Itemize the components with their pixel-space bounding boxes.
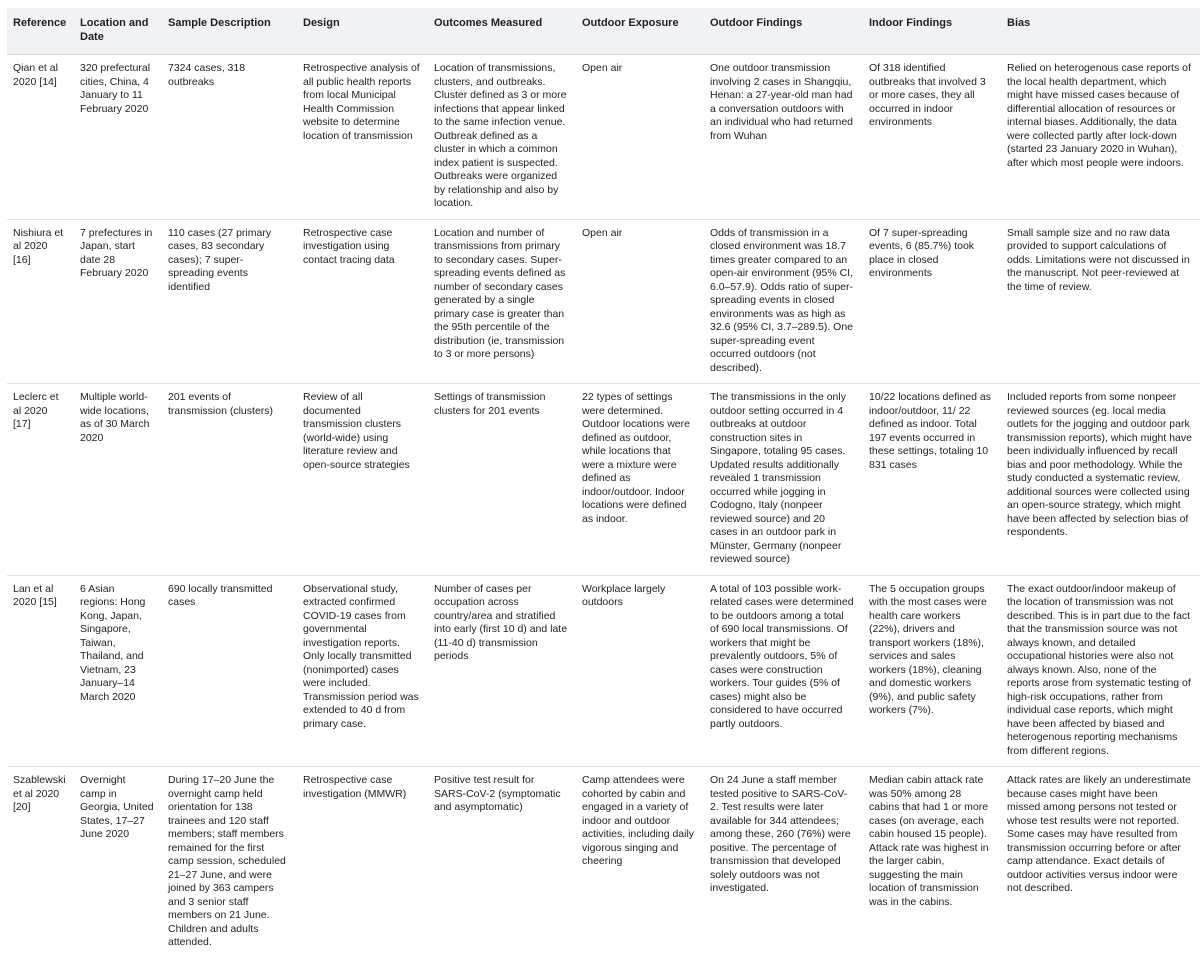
cell-outdoor-findings: On 24 June a staff member tested positive to SARS-CoV-2. Test results were later available for 344 attendees; among these, 260 (76%) were positive. The percentage of transmission that developed solely outdoors was not investigated. bbox=[710, 774, 851, 894]
study-summary-table bbox=[7, 8, 1200, 958]
study-table-container bbox=[7, 8, 1200, 958]
table-row bbox=[7, 219, 1200, 384]
cell-outcomes-measured: Location of transmissions, clusters, and outbreaks. Cluster defined as 3 or more infections that appear linked to the same infection venue. Outbreak defined as a cluster in which a common index patient is suspected. Outbreaks were organized by relationship and also by location. bbox=[428, 55, 576, 220]
cell-design: Retrospective case investigation (MMWR) bbox=[303, 774, 407, 800]
cell-outdoor-exposure: Camp attendees were cohorted by cabin and engaged in a variety of indoor and outdoor activities, including daily vigorous singing and cheering bbox=[582, 774, 695, 867]
cell-bias: Included reports from some nonpeer reviewed sources (eg. local media outlets for the jogging and outdoor park transmission reports), which might have been individually influenced by recall bias and poor methodology. While the study conducted a systematic review, additional sources were collected using an open-source strategy, which might have been affected by selection bias of respondents. bbox=[1001, 384, 1200, 576]
header-row bbox=[7, 8, 1200, 55]
header-design: Design bbox=[297, 8, 428, 55]
cell-bias: Small sample size and no raw data provided to support calculations of odds. Limitations were not discussed in the manuscript. Not peer-reviewed at the time of review. bbox=[1001, 219, 1200, 384]
cell-location-date: 6 Asian regions: Hong Kong, Japan, Singapore, Taiwan, Thailand, and Vietnam, 23 January–14 March 2020 bbox=[74, 575, 162, 767]
header-bias: Bias bbox=[1001, 8, 1200, 55]
header-location-date: Location and Date bbox=[74, 8, 162, 55]
cell-sample-description: During 17–20 June the overnight camp held orientation for 138 trainees and 120 staff members; staff members remained for the first camp session, scheduled 21–27 June, and were joined by 363 campers and 3 senior staff members on 21 June. Children and adults attended. bbox=[168, 774, 286, 948]
cell-sample-description: 7324 cases, 318 outbreaks bbox=[162, 55, 297, 220]
header-sample-description: Sample Description bbox=[162, 8, 297, 55]
cell-outcomes-measured: Settings of transmission clusters for 201 events bbox=[428, 384, 576, 576]
cell-indoor-findings: 10/22 locations defined as indoor/outdoor, 11/ 22 defined as indoor. Total 197 events occurred in these settings, totaling 10 831 cases bbox=[863, 384, 1001, 576]
header-outcomes-measured: Outcomes Measured bbox=[428, 8, 576, 55]
cell-indoor-findings: Median cabin attack rate was 50% among 28 cabins that had 1 or more cases (on average, each cabin housed 15 people). Attack rate was highest in the larger cabin, suggesting the main location of transmission was in the cabins. bbox=[869, 774, 989, 908]
header-outdoor-exposure: Outdoor Exposure bbox=[576, 8, 704, 55]
cell-design: Retrospective case investigation using contact tracing data bbox=[297, 219, 428, 384]
cell-outcomes-measured: Location and number of transmissions from primary to secondary cases. Super-spreading events defined as number of secondary cases generated by a single primary case is greater than the 95th percentile of the distribution (ie, transmission to 3 or more persons) bbox=[428, 219, 576, 384]
table-body bbox=[7, 55, 1200, 958]
table-row bbox=[7, 55, 1200, 220]
cell-indoor-findings: Of 7 super-spreading events, 6 (85.7%) took place in closed environments bbox=[863, 219, 1001, 384]
cell-outdoor-findings: The transmissions in the only outdoor setting occurred in 4 outbreaks at outdoor construction sites in Singapore, totaling 95 cases. Updated results additionally revealed 1 transmission occurred while jogging in Codogno, Italy (nonpeer reviewed source) and 20 cases in an outdoor park in Münster, Germany (nonpeer reviewed source) bbox=[704, 384, 863, 576]
cell-location-date: 320 prefectural cities, China, 4 January to 11 February 2020 bbox=[74, 55, 162, 220]
cell-reference: Qian et al 2020 [14] bbox=[7, 55, 74, 220]
header-outdoor-findings: Outdoor Findings bbox=[704, 8, 863, 55]
cell-sample-description: 690 locally transmitted cases bbox=[162, 575, 297, 767]
cell-design: Observational study, extracted confirmed COVID-19 cases from governmental investigation reports. Only locally transmitted (nonimported) cases were included. Transmission period was extended to 40 d from primary case. bbox=[297, 575, 428, 767]
header-reference: Reference bbox=[7, 8, 74, 55]
cell-reference: Nishiura et al 2020 [16] bbox=[7, 219, 74, 384]
cell-reference: Lan et al 2020 [15] bbox=[7, 575, 74, 767]
cell-bias: The exact outdoor/indoor makeup of the location of transmission was not described. This is in part due to the fact that the transmission source was not always known, and detailed occupational histories were also not always known. Also, none of the reports arose from systematic testing of high-risk occupations, rather from individual case reports, which might have been affected by biased and heterogenous reporting mechanisms from different regions. bbox=[1001, 575, 1200, 767]
table-row bbox=[7, 384, 1200, 576]
cell-outdoor-findings: A total of 103 possible work-related cases were determined to be outdoors among a total of 690 local transmissions. Of workers that might be prevalently outdoors, 5% of cases were construction workers. Tour guides (5% of cases) might also be considered to have occurred partly outdoors. bbox=[704, 575, 863, 767]
cell-outdoor-exposure: Workplace largely outdoors bbox=[576, 575, 704, 767]
cell-outdoor-exposure: 22 types of settings were determined. Outdoor locations were defined as outdoor, while locations that were a mixture were defined as indoor/outdoor. Indoor locations were defined as indoor. bbox=[576, 384, 704, 576]
table-header bbox=[7, 8, 1200, 55]
cell-location-date: Overnight camp in Georgia, United States, 17–27 June 2020 bbox=[80, 774, 154, 840]
table-row bbox=[7, 575, 1200, 767]
cell-outcomes-measured: Positive test result for SARS-CoV-2 (symptomatic and asymptomatic) bbox=[434, 774, 561, 813]
cell-reference: Leclerc et al 2020 [17] bbox=[7, 384, 74, 576]
cell-outdoor-exposure: Open air bbox=[576, 219, 704, 384]
cell-indoor-findings: Of 318 identified outbreaks that involved 3 or more cases, they all occurred in indoor environments bbox=[863, 55, 1001, 220]
cell-outdoor-findings: Odds of transmission in a closed environment was 18.7 times greater compared to an open-air environment (95% CI, 6.0–57.9). Odds ratio of super-spreading events in closed environments was as high as 32.6 (95% CI, 3.7–289.5). One super-spreading event occurred outdoors (not described). bbox=[704, 219, 863, 384]
cell-bias: Relied on heterogenous case reports of the local health department, which might have missed cases because of differential allocation of resources or internal biases. Additionally, the data were collected partly after lock-down (started 23 January 2020 in Wuhan), after which most people were indoors. bbox=[1001, 55, 1200, 220]
cell-reference: Szablewski et al 2020 [20] bbox=[13, 774, 66, 813]
cell-bias: Attack rates are likely an underestimate because cases might have been missed among persons not tested or whose test results were not reported. Some cases may have resulted from transmission occurring before or after camp attendance. Exact details of outdoor activities versus indoor were not described. bbox=[1007, 774, 1191, 894]
cell-design: Retrospective analysis of all public health reports from local Municipal Health Commission website to determine location of transmission bbox=[297, 55, 428, 220]
cell-outcomes-measured: Number of cases per occupation across country/area and stratified into early (first 10 d) and late (11-40 d) transmission periods bbox=[428, 575, 576, 767]
header-indoor-findings: Indoor Findings bbox=[863, 8, 1001, 55]
cell-design: Review of all documented transmission clusters (world-wide) using literature review and open-source strategies bbox=[297, 384, 428, 576]
cell-sample-description: 110 cases (27 primary cases, 83 secondary cases); 7 super-spreading events identified bbox=[162, 219, 297, 384]
cell-outdoor-exposure: Open air bbox=[576, 55, 704, 220]
cell-sample-description: 201 events of transmission (clusters) bbox=[162, 384, 297, 576]
cell-indoor-findings: The 5 occupation groups with the most cases were health care workers (22%), drivers and transport workers (18%), services and sales workers (18%), cleaning and domestic workers (9%), and public safety workers (7%). bbox=[863, 575, 1001, 767]
cell-outdoor-findings: One outdoor transmission involving 2 cases in Shangqiu, Henan: a 27-year-old man had a conversation outdoors with an individual who had returned from Wuhan bbox=[704, 55, 863, 220]
table-row bbox=[7, 767, 1200, 958]
cell-location-date: 7 prefectures in Japan, start date 28 February 2020 bbox=[74, 219, 162, 384]
cell-location-date: Multiple world-wide locations, as of 30 March 2020 bbox=[74, 384, 162, 576]
